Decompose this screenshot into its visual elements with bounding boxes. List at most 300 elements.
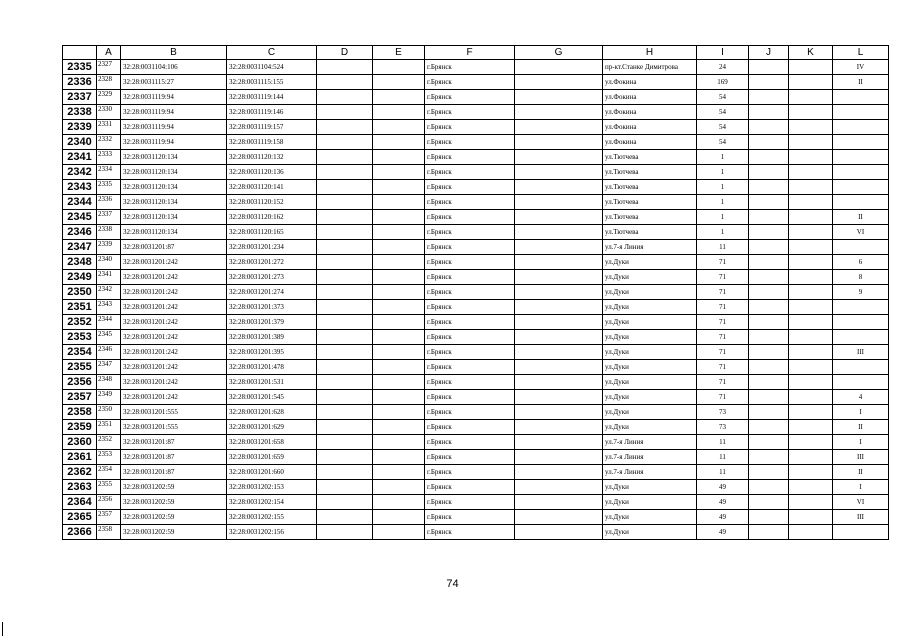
- cell-d[interactable]: [317, 375, 373, 390]
- cell-k[interactable]: [789, 150, 833, 165]
- cell-j[interactable]: [749, 315, 789, 330]
- cell-e[interactable]: [373, 210, 425, 225]
- cell-a[interactable]: 2355: [97, 480, 121, 495]
- cell-c[interactable]: 32:28:0031201:545: [227, 390, 317, 405]
- cell-g[interactable]: [515, 240, 603, 255]
- cell-k[interactable]: [789, 285, 833, 300]
- cell-b[interactable]: 32:28:0031119:94: [121, 120, 227, 135]
- cell-e[interactable]: [373, 435, 425, 450]
- cell-h[interactable]: ул.Дуки: [603, 270, 697, 285]
- cell-h[interactable]: ул.Дуки: [603, 255, 697, 270]
- cell-i[interactable]: 1: [697, 195, 749, 210]
- row-number[interactable]: 2340: [63, 135, 97, 150]
- cell-f[interactable]: г.Брянск: [425, 315, 515, 330]
- cell-b[interactable]: 32:28:0031201:242: [121, 345, 227, 360]
- cell-f[interactable]: г.Брянск: [425, 135, 515, 150]
- cell-k[interactable]: [789, 90, 833, 105]
- cell-e[interactable]: [373, 390, 425, 405]
- cell-b[interactable]: 32:28:0031120:134: [121, 150, 227, 165]
- row-number[interactable]: 2360: [63, 435, 97, 450]
- cell-e[interactable]: [373, 105, 425, 120]
- column-header-f[interactable]: F: [425, 46, 515, 60]
- row-number[interactable]: 2344: [63, 195, 97, 210]
- row-number[interactable]: 2351: [63, 300, 97, 315]
- cell-c[interactable]: 32:28:0031119:146: [227, 105, 317, 120]
- cell-k[interactable]: [789, 345, 833, 360]
- cell-a[interactable]: 2351: [97, 420, 121, 435]
- cell-j[interactable]: [749, 360, 789, 375]
- column-header-g[interactable]: G: [515, 46, 603, 60]
- cell-g[interactable]: [515, 480, 603, 495]
- cell-k[interactable]: [789, 495, 833, 510]
- cell-j[interactable]: [749, 510, 789, 525]
- cell-c[interactable]: 32:28:0031201:660: [227, 465, 317, 480]
- cell-d[interactable]: [317, 315, 373, 330]
- cell-g[interactable]: [515, 360, 603, 375]
- cell-f[interactable]: г.Брянск: [425, 60, 515, 75]
- cell-i[interactable]: 54: [697, 135, 749, 150]
- cell-j[interactable]: [749, 255, 789, 270]
- cell-g[interactable]: [515, 180, 603, 195]
- cell-g[interactable]: [515, 105, 603, 120]
- cell-k[interactable]: [789, 465, 833, 480]
- cell-c[interactable]: 32:28:0031120:162: [227, 210, 317, 225]
- cell-a[interactable]: 2347: [97, 360, 121, 375]
- cell-h[interactable]: ул.Тютчева: [603, 180, 697, 195]
- cell-g[interactable]: [515, 90, 603, 105]
- cell-c[interactable]: 32:28:0031120:141: [227, 180, 317, 195]
- cell-e[interactable]: [373, 450, 425, 465]
- cell-a[interactable]: 2353: [97, 450, 121, 465]
- cell-f[interactable]: г.Брянск: [425, 225, 515, 240]
- cell-b[interactable]: 32:28:0031120:134: [121, 165, 227, 180]
- cell-e[interactable]: [373, 465, 425, 480]
- cell-i[interactable]: 71: [697, 270, 749, 285]
- cell-b[interactable]: 32:28:0031120:134: [121, 225, 227, 240]
- cell-l[interactable]: I: [833, 435, 889, 450]
- cell-g[interactable]: [515, 315, 603, 330]
- cell-f[interactable]: г.Брянск: [425, 495, 515, 510]
- cell-k[interactable]: [789, 435, 833, 450]
- cell-f[interactable]: г.Брянск: [425, 240, 515, 255]
- cell-i[interactable]: 11: [697, 435, 749, 450]
- row-number[interactable]: 2343: [63, 180, 97, 195]
- cell-l[interactable]: 9: [833, 285, 889, 300]
- cell-f[interactable]: г.Брянск: [425, 300, 515, 315]
- cell-h[interactable]: ул.Дуки: [603, 495, 697, 510]
- cell-j[interactable]: [749, 225, 789, 240]
- cell-d[interactable]: [317, 330, 373, 345]
- cell-g[interactable]: [515, 75, 603, 90]
- cell-d[interactable]: [317, 90, 373, 105]
- cell-f[interactable]: г.Брянск: [425, 450, 515, 465]
- cell-j[interactable]: [749, 240, 789, 255]
- cell-h[interactable]: ул.Фокина: [603, 135, 697, 150]
- cell-e[interactable]: [373, 495, 425, 510]
- cell-a[interactable]: 2356: [97, 495, 121, 510]
- cell-h[interactable]: ул.Дуки: [603, 390, 697, 405]
- cell-g[interactable]: [515, 120, 603, 135]
- cell-b[interactable]: 32:28:0031201:87: [121, 465, 227, 480]
- cell-j[interactable]: [749, 330, 789, 345]
- cell-d[interactable]: [317, 255, 373, 270]
- cell-j[interactable]: [749, 465, 789, 480]
- cell-d[interactable]: [317, 285, 373, 300]
- cell-a[interactable]: 2350: [97, 405, 121, 420]
- row-number[interactable]: 2362: [63, 465, 97, 480]
- cell-g[interactable]: [515, 405, 603, 420]
- row-number[interactable]: 2361: [63, 450, 97, 465]
- row-number[interactable]: 2350: [63, 285, 97, 300]
- cell-j[interactable]: [749, 525, 789, 540]
- cell-c[interactable]: 32:28:0031202:156: [227, 525, 317, 540]
- cell-h[interactable]: ул.Дуки: [603, 285, 697, 300]
- cell-j[interactable]: [749, 480, 789, 495]
- cell-e[interactable]: [373, 225, 425, 240]
- cell-k[interactable]: [789, 360, 833, 375]
- cell-e[interactable]: [373, 255, 425, 270]
- cell-e[interactable]: [373, 480, 425, 495]
- cell-e[interactable]: [373, 270, 425, 285]
- cell-i[interactable]: 1: [697, 165, 749, 180]
- cell-g[interactable]: [515, 165, 603, 180]
- cell-a[interactable]: 2349: [97, 390, 121, 405]
- cell-c[interactable]: 32:28:0031201:531: [227, 375, 317, 390]
- column-header-k[interactable]: K: [789, 46, 833, 60]
- cell-d[interactable]: [317, 225, 373, 240]
- cell-f[interactable]: г.Брянск: [425, 330, 515, 345]
- cell-k[interactable]: [789, 315, 833, 330]
- cell-l[interactable]: III: [833, 450, 889, 465]
- cell-a[interactable]: 2333: [97, 150, 121, 165]
- cell-a[interactable]: 2328: [97, 75, 121, 90]
- cell-i[interactable]: 169: [697, 75, 749, 90]
- cell-g[interactable]: [515, 345, 603, 360]
- cell-b[interactable]: 32:28:0031201:242: [121, 270, 227, 285]
- cell-e[interactable]: [373, 135, 425, 150]
- cell-f[interactable]: г.Брянск: [425, 180, 515, 195]
- row-number[interactable]: 2357: [63, 390, 97, 405]
- cell-e[interactable]: [373, 315, 425, 330]
- cell-d[interactable]: [317, 480, 373, 495]
- cell-j[interactable]: [749, 390, 789, 405]
- cell-h[interactable]: ул.Дуки: [603, 315, 697, 330]
- cell-f[interactable]: г.Брянск: [425, 405, 515, 420]
- cell-c[interactable]: 32:28:0031119:158: [227, 135, 317, 150]
- cell-b[interactable]: 32:28:0031201:242: [121, 390, 227, 405]
- cell-l[interactable]: VI: [833, 495, 889, 510]
- row-number[interactable]: 2353: [63, 330, 97, 345]
- row-number[interactable]: 2363: [63, 480, 97, 495]
- cell-f[interactable]: г.Брянск: [425, 90, 515, 105]
- cell-g[interactable]: [515, 225, 603, 240]
- cell-k[interactable]: [789, 60, 833, 75]
- cell-d[interactable]: [317, 360, 373, 375]
- cell-e[interactable]: [373, 405, 425, 420]
- cell-d[interactable]: [317, 60, 373, 75]
- cell-g[interactable]: [515, 255, 603, 270]
- cell-h[interactable]: ул.Тютчева: [603, 195, 697, 210]
- cell-b[interactable]: 32:28:0031201:87: [121, 450, 227, 465]
- cell-h[interactable]: ул.Тютчева: [603, 225, 697, 240]
- cell-j[interactable]: [749, 300, 789, 315]
- cell-b[interactable]: 32:28:0031202:59: [121, 495, 227, 510]
- cell-f[interactable]: г.Брянск: [425, 510, 515, 525]
- cell-h[interactable]: ул.Дуки: [603, 330, 697, 345]
- cell-a[interactable]: 2339: [97, 240, 121, 255]
- cell-k[interactable]: [789, 120, 833, 135]
- cell-i[interactable]: 11: [697, 465, 749, 480]
- row-number[interactable]: 2342: [63, 165, 97, 180]
- cell-c[interactable]: 32:28:0031119:157: [227, 120, 317, 135]
- cell-i[interactable]: 71: [697, 390, 749, 405]
- cell-l[interactable]: [833, 120, 889, 135]
- cell-h[interactable]: ул.Дуки: [603, 375, 697, 390]
- cell-b[interactable]: 32:28:0031201:242: [121, 300, 227, 315]
- row-number[interactable]: 2364: [63, 495, 97, 510]
- cell-b[interactable]: 32:28:0031119:94: [121, 105, 227, 120]
- cell-c[interactable]: 32:28:0031201:478: [227, 360, 317, 375]
- cell-g[interactable]: [515, 525, 603, 540]
- cell-b[interactable]: 32:28:0031201:242: [121, 375, 227, 390]
- cell-d[interactable]: [317, 135, 373, 150]
- cell-e[interactable]: [373, 345, 425, 360]
- cell-a[interactable]: 2354: [97, 465, 121, 480]
- cell-k[interactable]: [789, 450, 833, 465]
- cell-k[interactable]: [789, 75, 833, 90]
- cell-b[interactable]: 32:28:0031201:87: [121, 435, 227, 450]
- cell-i[interactable]: 1: [697, 210, 749, 225]
- cell-i[interactable]: 54: [697, 120, 749, 135]
- cell-d[interactable]: [317, 210, 373, 225]
- cell-l[interactable]: II: [833, 420, 889, 435]
- cell-j[interactable]: [749, 90, 789, 105]
- cell-d[interactable]: [317, 525, 373, 540]
- cell-f[interactable]: г.Брянск: [425, 120, 515, 135]
- cell-b[interactable]: 32:28:0031201:242: [121, 360, 227, 375]
- cell-j[interactable]: [749, 180, 789, 195]
- cell-e[interactable]: [373, 420, 425, 435]
- cell-c[interactable]: 32:28:0031120:152: [227, 195, 317, 210]
- cell-d[interactable]: [317, 495, 373, 510]
- row-number[interactable]: 2356: [63, 375, 97, 390]
- cell-k[interactable]: [789, 195, 833, 210]
- cell-a[interactable]: 2327: [97, 60, 121, 75]
- cell-k[interactable]: [789, 510, 833, 525]
- cell-l[interactable]: IV: [833, 60, 889, 75]
- cell-c[interactable]: 32:28:0031120:132: [227, 150, 317, 165]
- cell-d[interactable]: [317, 180, 373, 195]
- cell-i[interactable]: 11: [697, 450, 749, 465]
- cell-g[interactable]: [515, 450, 603, 465]
- cell-e[interactable]: [373, 75, 425, 90]
- cell-e[interactable]: [373, 285, 425, 300]
- cell-l[interactable]: [833, 195, 889, 210]
- cell-d[interactable]: [317, 345, 373, 360]
- cell-f[interactable]: г.Брянск: [425, 165, 515, 180]
- cell-h[interactable]: ул.Дуки: [603, 510, 697, 525]
- cell-i[interactable]: 71: [697, 360, 749, 375]
- cell-e[interactable]: [373, 195, 425, 210]
- row-number[interactable]: 2336: [63, 75, 97, 90]
- row-number[interactable]: 2346: [63, 225, 97, 240]
- cell-h[interactable]: ул.7-я Линия: [603, 240, 697, 255]
- cell-i[interactable]: 73: [697, 405, 749, 420]
- cell-c[interactable]: 32:28:0031201:379: [227, 315, 317, 330]
- cell-i[interactable]: 71: [697, 330, 749, 345]
- cell-e[interactable]: [373, 165, 425, 180]
- cell-e[interactable]: [373, 330, 425, 345]
- row-number[interactable]: 2347: [63, 240, 97, 255]
- cell-c[interactable]: 32:28:0031120:165: [227, 225, 317, 240]
- cell-b[interactable]: 32:28:0031119:94: [121, 90, 227, 105]
- cell-l[interactable]: [833, 135, 889, 150]
- cell-i[interactable]: 71: [697, 345, 749, 360]
- cell-a[interactable]: 2329: [97, 90, 121, 105]
- cell-k[interactable]: [789, 165, 833, 180]
- cell-c[interactable]: 32:28:0031201:659: [227, 450, 317, 465]
- cell-i[interactable]: 71: [697, 315, 749, 330]
- cell-a[interactable]: 2352: [97, 435, 121, 450]
- cell-b[interactable]: 32:28:0031201:242: [121, 315, 227, 330]
- column-header-d[interactable]: D: [317, 46, 373, 60]
- row-number[interactable]: 2335: [63, 60, 97, 75]
- cell-b[interactable]: 32:28:0031104:106: [121, 60, 227, 75]
- cell-g[interactable]: [515, 375, 603, 390]
- column-header-j[interactable]: J: [749, 46, 789, 60]
- cell-g[interactable]: [515, 135, 603, 150]
- cell-d[interactable]: [317, 105, 373, 120]
- cell-d[interactable]: [317, 240, 373, 255]
- cell-d[interactable]: [317, 405, 373, 420]
- cell-l[interactable]: [833, 105, 889, 120]
- row-number[interactable]: 2354: [63, 345, 97, 360]
- cell-d[interactable]: [317, 150, 373, 165]
- cell-f[interactable]: г.Брянск: [425, 150, 515, 165]
- cell-f[interactable]: г.Брянск: [425, 465, 515, 480]
- cell-l[interactable]: 4: [833, 390, 889, 405]
- cell-j[interactable]: [749, 165, 789, 180]
- cell-a[interactable]: 2357: [97, 510, 121, 525]
- cell-k[interactable]: [789, 180, 833, 195]
- cell-a[interactable]: 2340: [97, 255, 121, 270]
- row-number[interactable]: 2349: [63, 270, 97, 285]
- row-number[interactable]: 2359: [63, 420, 97, 435]
- cell-h[interactable]: ул.Дуки: [603, 420, 697, 435]
- cell-b[interactable]: 32:28:0031201:242: [121, 330, 227, 345]
- cell-g[interactable]: [515, 300, 603, 315]
- cell-b[interactable]: 32:28:0031201:87: [121, 240, 227, 255]
- cell-f[interactable]: г.Брянск: [425, 270, 515, 285]
- cell-d[interactable]: [317, 450, 373, 465]
- cell-h[interactable]: ул.Дуки: [603, 405, 697, 420]
- cell-a[interactable]: 2346: [97, 345, 121, 360]
- cell-f[interactable]: г.Брянск: [425, 195, 515, 210]
- cell-g[interactable]: [515, 285, 603, 300]
- cell-b[interactable]: 32:28:0031201:242: [121, 255, 227, 270]
- cell-c[interactable]: 32:28:0031202:153: [227, 480, 317, 495]
- cell-a[interactable]: 2338: [97, 225, 121, 240]
- column-header-h[interactable]: H: [603, 46, 697, 60]
- cell-j[interactable]: [749, 210, 789, 225]
- cell-a[interactable]: 2345: [97, 330, 121, 345]
- cell-l[interactable]: II: [833, 465, 889, 480]
- column-header-e[interactable]: E: [373, 46, 425, 60]
- cell-k[interactable]: [789, 105, 833, 120]
- cell-k[interactable]: [789, 135, 833, 150]
- cell-j[interactable]: [749, 105, 789, 120]
- cell-l[interactable]: II: [833, 75, 889, 90]
- cell-b[interactable]: 32:28:0031202:59: [121, 510, 227, 525]
- cell-k[interactable]: [789, 300, 833, 315]
- cell-e[interactable]: [373, 120, 425, 135]
- cell-a[interactable]: 2332: [97, 135, 121, 150]
- cell-e[interactable]: [373, 90, 425, 105]
- row-number[interactable]: 2348: [63, 255, 97, 270]
- cell-d[interactable]: [317, 120, 373, 135]
- cell-i[interactable]: 49: [697, 510, 749, 525]
- corner-cell[interactable]: [63, 46, 97, 60]
- cell-l[interactable]: II: [833, 210, 889, 225]
- cell-i[interactable]: 1: [697, 225, 749, 240]
- cell-h[interactable]: ул.Фокина: [603, 90, 697, 105]
- cell-h[interactable]: ул.Фокина: [603, 75, 697, 90]
- cell-k[interactable]: [789, 255, 833, 270]
- cell-j[interactable]: [749, 270, 789, 285]
- cell-d[interactable]: [317, 195, 373, 210]
- cell-c[interactable]: 32:28:0031201:272: [227, 255, 317, 270]
- cell-f[interactable]: г.Брянск: [425, 345, 515, 360]
- cell-a[interactable]: 2337: [97, 210, 121, 225]
- column-header-c[interactable]: C: [227, 46, 317, 60]
- cell-h[interactable]: ул.Дуки: [603, 300, 697, 315]
- cell-g[interactable]: [515, 435, 603, 450]
- cell-k[interactable]: [789, 405, 833, 420]
- cell-g[interactable]: [515, 60, 603, 75]
- cell-g[interactable]: [515, 270, 603, 285]
- cell-c[interactable]: 32:28:0031201:273: [227, 270, 317, 285]
- cell-e[interactable]: [373, 300, 425, 315]
- cell-e[interactable]: [373, 360, 425, 375]
- cell-l[interactable]: [833, 165, 889, 180]
- cell-i[interactable]: 11: [697, 240, 749, 255]
- cell-c[interactable]: 32:28:0031104:524: [227, 60, 317, 75]
- cell-k[interactable]: [789, 420, 833, 435]
- cell-h[interactable]: ул.Тютчева: [603, 150, 697, 165]
- cell-a[interactable]: 2342: [97, 285, 121, 300]
- cell-h[interactable]: ул.Фокина: [603, 105, 697, 120]
- cell-e[interactable]: [373, 180, 425, 195]
- cell-c[interactable]: 32:28:0031201:658: [227, 435, 317, 450]
- cell-a[interactable]: 2335: [97, 180, 121, 195]
- cell-f[interactable]: г.Брянск: [425, 390, 515, 405]
- cell-l[interactable]: I: [833, 480, 889, 495]
- row-number[interactable]: 2365: [63, 510, 97, 525]
- column-header-b[interactable]: B: [121, 46, 227, 60]
- cell-k[interactable]: [789, 210, 833, 225]
- cell-g[interactable]: [515, 210, 603, 225]
- cell-l[interactable]: 6: [833, 255, 889, 270]
- cell-d[interactable]: [317, 300, 373, 315]
- cell-b[interactable]: 32:28:0031115:27: [121, 75, 227, 90]
- cell-k[interactable]: [789, 330, 833, 345]
- cell-g[interactable]: [515, 330, 603, 345]
- cell-k[interactable]: [789, 270, 833, 285]
- cell-h[interactable]: пр-кт.Станке Димитрова: [603, 60, 697, 75]
- cell-i[interactable]: 71: [697, 300, 749, 315]
- cell-h[interactable]: ул.Тютчева: [603, 210, 697, 225]
- cell-l[interactable]: I: [833, 405, 889, 420]
